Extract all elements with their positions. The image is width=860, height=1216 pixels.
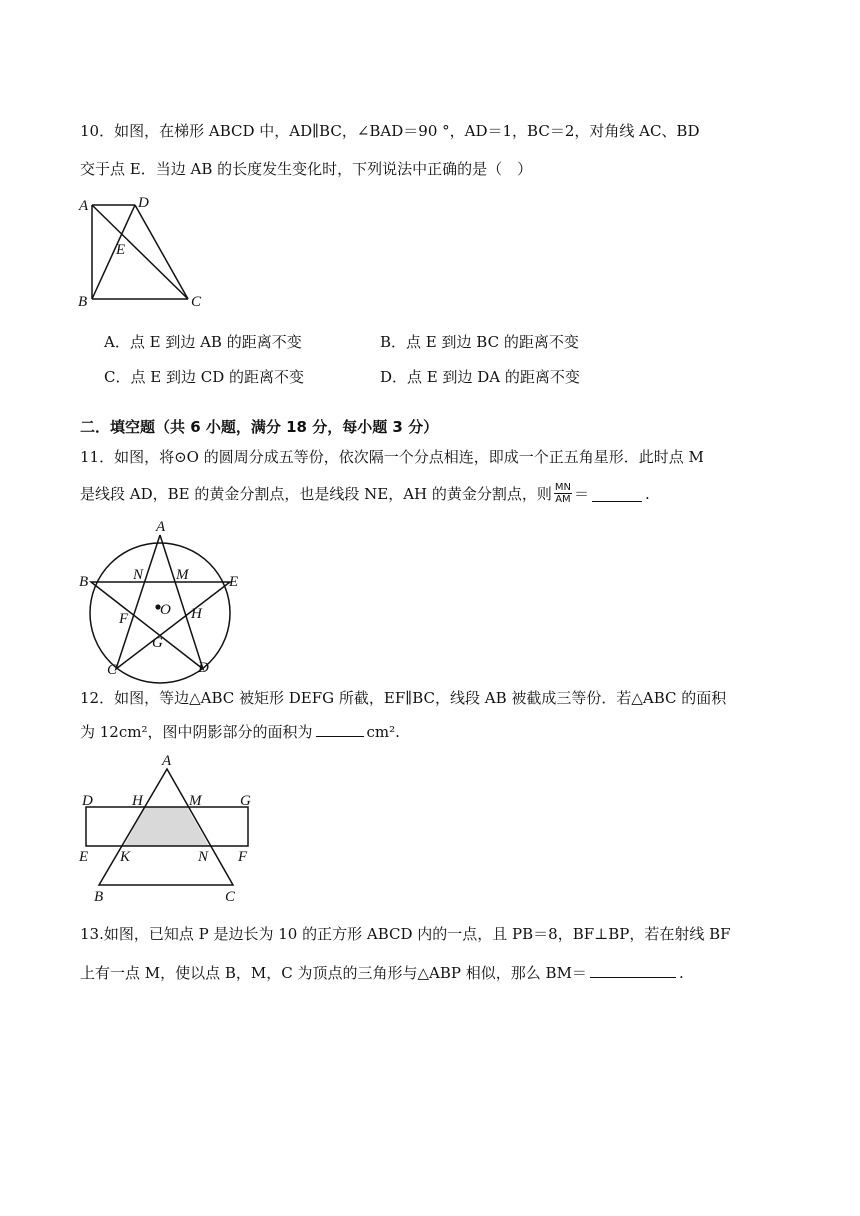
label-b: B	[94, 889, 104, 905]
diagonal-bd	[92, 205, 135, 299]
label-e: E	[229, 574, 239, 590]
q12-unit: cm².	[366, 723, 400, 741]
label-h: H	[132, 793, 143, 809]
label-m: M	[176, 567, 189, 583]
label-n: N	[133, 567, 144, 583]
section-heading: 二．填空题（共 6 小题，满分 18 分，每小题 3 分）	[80, 418, 439, 436]
fraction-denominator: AM	[555, 494, 571, 505]
q10-option-b[interactable]: B．点 E 到边 BC 的距离不变	[380, 333, 579, 351]
q12-line2	[80, 721, 400, 742]
q13-line1: 13.如图，已知点 P 是边长为 10 的正方形 ABCD 内的一点，且 PB＝8，BF⊥BP，若在射线 BF	[80, 925, 731, 943]
q13-line2-text: 上有一点 M，使以点 B，M，C 为顶点的三角形与△ABP 相似，那么 BM＝	[80, 964, 587, 982]
q13-period: .	[678, 964, 684, 982]
label-c: C	[107, 662, 118, 678]
label-f: F	[119, 611, 129, 627]
q10-line1: 10．如图，在梯形 ABCD 中，AD∥BC，∠BAD＝90 °，AD＝1，BC＝2，对角线 AC、BD	[80, 122, 700, 140]
q10-figure	[75, 192, 215, 310]
q12-line1: 12．如图，等边△ABC 被矩形 DEFG 所截，EF∥BC，线段 AB 被截成三等份．若△ABC 的面积	[80, 689, 727, 707]
q11-line2	[80, 482, 650, 505]
label-g: G	[152, 635, 163, 651]
label-d: D	[82, 793, 93, 809]
q11-figure	[78, 515, 258, 680]
label-m: M	[189, 793, 202, 809]
q10-line2: 交于点 E．当边 AB 的长度发生变化时，下列说法中正确的是（ ）	[80, 160, 533, 178]
label-e: E	[116, 242, 126, 258]
label-b: B	[78, 294, 88, 310]
label-o: O	[160, 602, 171, 618]
label-d: D	[198, 660, 209, 676]
q13-answer-blank[interactable]	[590, 963, 676, 978]
q10-option-a[interactable]: A．点 E 到边 AB 的距离不变	[104, 333, 302, 351]
label-c: C	[191, 294, 202, 310]
q10-option-c[interactable]: C．点 E 到边 CD 的距离不变	[104, 368, 305, 386]
label-a: A	[156, 519, 166, 535]
q12-figure	[78, 752, 268, 907]
fraction-numerator: MN	[554, 482, 572, 493]
label-e: E	[79, 849, 89, 865]
label-n: N	[198, 849, 209, 865]
diagonal-ac	[92, 205, 188, 299]
label-b: B	[79, 574, 89, 590]
q10-option-d[interactable]: D．点 E 到边 DA 的距离不变	[380, 368, 580, 386]
segment-dc	[135, 205, 188, 299]
q13-line2	[80, 962, 684, 983]
q11-line1: 11．如图，将⊙O 的圆周分成五等份，依次隔一个分点相连，即成一个正五角星形．此时点 M	[80, 448, 704, 466]
q11-period: .	[645, 484, 650, 503]
q11-line2-text: 是线段 AD，BE 的黄金分割点，也是线段 NE，AH 的黄金分割点，则	[80, 485, 552, 503]
q12-answer-blank[interactable]	[316, 722, 364, 737]
shaded-region	[124, 807, 209, 846]
label-k: K	[120, 849, 131, 865]
q12-line2-text: 为 12cm²，图中阴影部分的面积为	[80, 723, 313, 741]
label-f: F	[238, 849, 248, 865]
label-h: H	[191, 606, 202, 622]
label-d: D	[138, 195, 149, 211]
q11-equals: ＝	[574, 485, 590, 503]
label-g: G	[240, 793, 251, 809]
label-a: A	[162, 753, 172, 769]
label-a: A	[79, 198, 89, 214]
q11-answer-blank[interactable]	[592, 485, 642, 502]
label-c: C	[225, 889, 236, 905]
fraction-mn-over-am	[554, 482, 572, 505]
